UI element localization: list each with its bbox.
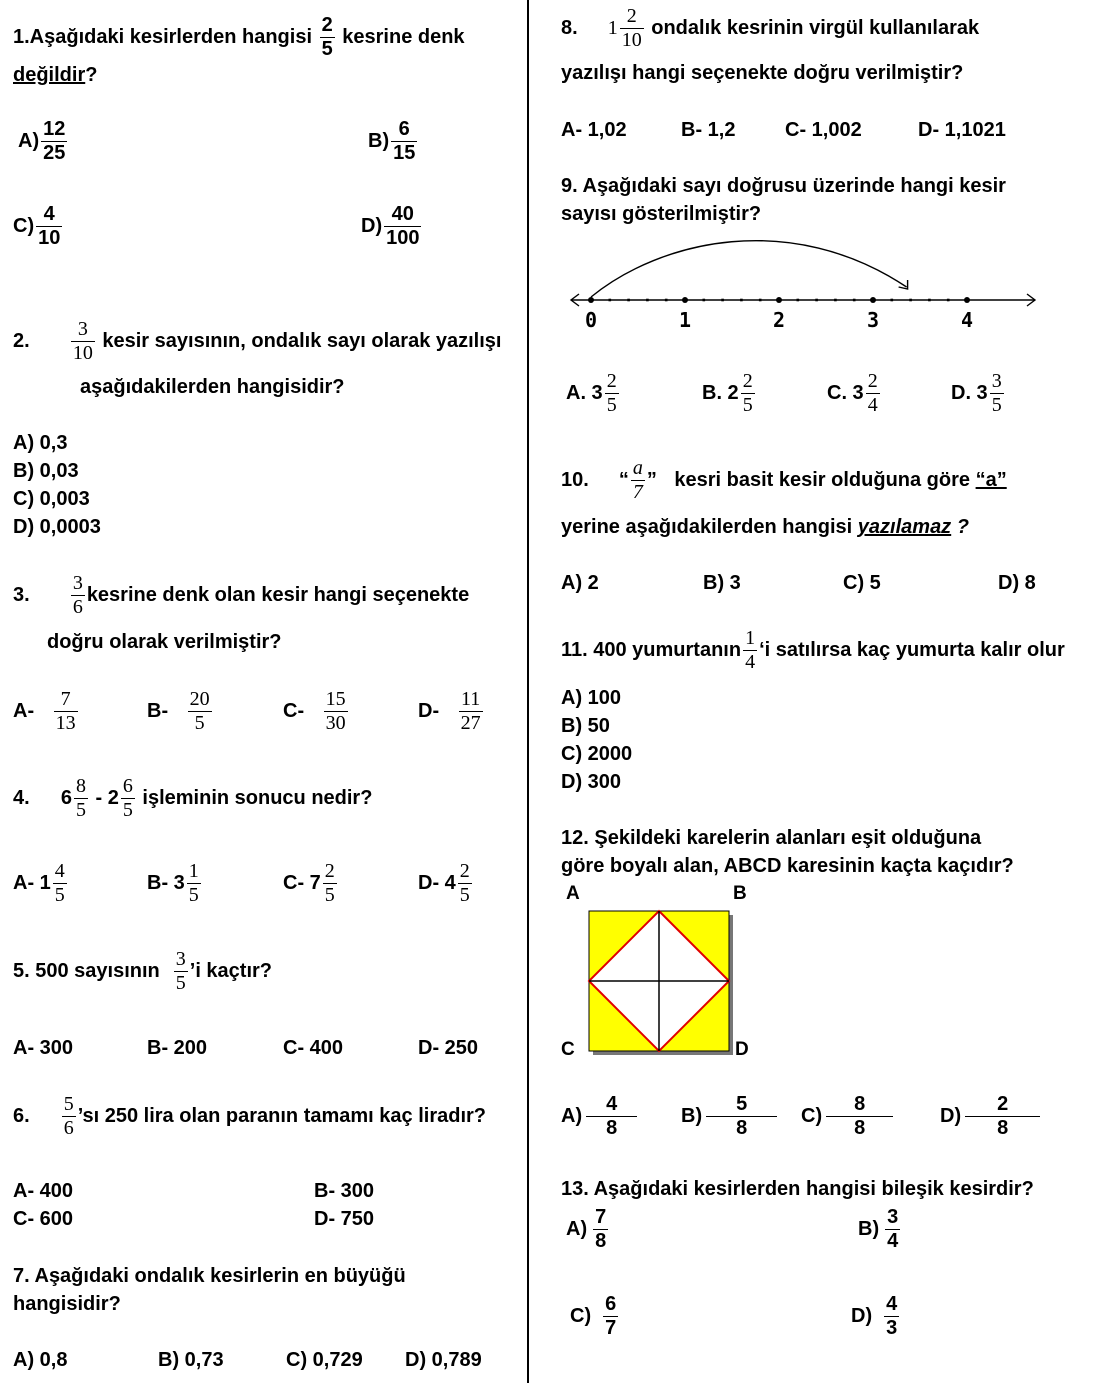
q4-option-b[interactable]: B- 3 $\frac{1}{5}$ (147, 860, 199, 906)
q9-option-c[interactable]: C. 3 $\frac{2}{4}$ (827, 370, 878, 416)
q12-stem-line2: göre boyalı alan, ABCD karesinin kaçta kaçıdır? (561, 855, 1014, 877)
q11-stem: 11. 400 yumurtanın $\frac{1}{4}$ ‘i satılırsa kaç yumurta kalır olur (561, 627, 1065, 673)
column-divider (527, 0, 529, 1383)
q9-option-d[interactable]: D. 3 $\frac{3}{5}$ (951, 370, 1002, 416)
q2-option-c[interactable]: C) 0,003 (13, 488, 90, 510)
q5-option-d[interactable]: D- 250 (418, 1037, 479, 1059)
q7-option-a[interactable]: A) 0,8 (13, 1349, 68, 1371)
minor-tick (891, 299, 894, 302)
q4-option-d[interactable]: D- 4 $\frac{2}{5}$ (418, 860, 470, 906)
q6-option-b[interactable]: B- 300 (314, 1180, 375, 1202)
q3-stem-line2: doğru olarak verilmiştir? (47, 631, 282, 653)
q12-option-c[interactable]: C) $\frac{8}{8}$ (801, 1093, 895, 1140)
q3-option-b[interactable]: B- $\frac{20}{5}$ (147, 688, 210, 734)
q10-option-b[interactable]: B) 3 (703, 572, 741, 594)
q1-option-a[interactable]: A) $\frac{12}{25}$ (18, 118, 66, 164)
q10-stem-line2: yerine aşağıdakilerden hangisi yazılamaz ? (561, 516, 969, 538)
q6-option-a[interactable]: A- 400 (13, 1180, 74, 1202)
number-line (565, 230, 1045, 340)
minor-tick (721, 299, 724, 302)
q9-stem: 9. Aşağıdaki sayı doğrusu üzerinde hangi kesir (561, 175, 1006, 197)
q3-option-d[interactable]: D- $\frac{11}{27}$ (418, 688, 481, 734)
q3-option-a[interactable]: A- $\frac{7}{13}$ (13, 688, 76, 734)
q13-option-c[interactable]: C) $\frac{6}{7}$ (570, 1293, 617, 1339)
q1-option-c[interactable]: C) $\frac{4}{10}$ (13, 203, 61, 249)
minor-tick (703, 299, 706, 302)
q9-stem-line2: sayısı gösterilmiştir? (561, 203, 762, 225)
q8-option-d[interactable]: D- 1,1021 (918, 119, 1006, 141)
q8-option-c[interactable]: C- 1,002 (785, 119, 862, 141)
tick-3 (870, 297, 876, 303)
q1-fraction: $\frac{2}{5}$ (321, 14, 333, 60)
q2-option-d[interactable]: D) 0,0003 (13, 516, 101, 538)
minor-tick (627, 299, 630, 302)
q10-option-a[interactable]: A) 2 (561, 572, 599, 594)
q11-option-c[interactable]: C) 2000 (561, 743, 633, 765)
tick-label-1: 1 (678, 308, 692, 332)
q11-option-a[interactable]: A) 100 (561, 687, 622, 709)
q1-stem-line2: değildir? (13, 64, 98, 86)
q2-option-b[interactable]: B) 0,03 (13, 460, 79, 482)
minor-tick (853, 299, 856, 302)
q13-option-d[interactable]: D) $\frac{4}{3}$ (851, 1293, 898, 1339)
q8-option-b[interactable]: B- 1,2 (681, 119, 736, 141)
q8-option-a[interactable]: A- 1,02 (561, 119, 627, 141)
tick-4 (964, 297, 970, 303)
q7-stem: 7. Aşağıdaki ondalık kesirlerin en büyüğü (13, 1265, 406, 1287)
q1-stem (13, 14, 465, 61)
q1-text-suffix: kesrine denk (342, 25, 465, 48)
tick-label-4: 4 (960, 308, 974, 332)
q6-stem: 6. $\frac{5}{6}$ ’sı 250 lira olan paranın tamamı kaç liradır? (13, 1093, 487, 1139)
q12-stem: 12. Şekildeki karelerin alanları eşit olduğuna (561, 827, 982, 849)
jump-arc (591, 241, 907, 297)
minor-tick (815, 299, 818, 302)
q2-option-a[interactable]: A) 0,3 (13, 432, 68, 454)
major-ticks (585, 297, 973, 332)
corner-label-a: A (566, 883, 580, 904)
q13-stem: 13. Aşağıdaki kesirlerden hangisi bileşik kesirdir? (561, 1178, 1034, 1200)
q6-option-c[interactable]: C- 600 (13, 1208, 74, 1230)
minor-tick (909, 299, 912, 302)
q9-option-a[interactable]: A. 3 $\frac{2}{5}$ (566, 370, 617, 416)
minor-tick (797, 299, 800, 302)
tick-label-2: 2 (772, 308, 786, 332)
q3-option-c[interactable]: C- $\frac{15}{30}$ (283, 688, 346, 734)
tick-1 (682, 297, 688, 303)
tick-2 (776, 297, 782, 303)
q2-stem: 2. $\frac{3}{10}$ kesir sayısının, ondalık sayı olarak yazılışı (13, 318, 502, 364)
q12-option-d[interactable]: D) $\frac{2}{8}$ (940, 1093, 1042, 1140)
corner-label-c: C (561, 1039, 575, 1060)
q5-option-c[interactable]: C- 400 (283, 1037, 344, 1059)
q7-option-c[interactable]: C) 0,729 (286, 1349, 363, 1371)
q10-option-d[interactable]: D) 8 (998, 572, 1036, 594)
corner-label-b: B (733, 883, 747, 904)
q9-option-b[interactable]: B. 2 $\frac{2}{5}$ (702, 370, 753, 416)
q4-stem: 4. 6 $\frac{8}{5}$ - 2 $\frac{6}{5}$ işleminin sonucu nedir? (13, 775, 373, 821)
minor-tick (759, 299, 762, 302)
minor-tick (834, 299, 837, 302)
q6-option-d[interactable]: D- 750 (314, 1208, 375, 1230)
q8-stem: 8. 1 $\frac{2}{10}$ ondalık kesrinin virgül kullanılarak (561, 5, 980, 51)
q13-option-b[interactable]: B) $\frac{3}{4}$ (858, 1206, 899, 1252)
q5-stem: 5. 500 sayısının $\frac{3}{5}$ ’i kaçtır? (13, 948, 273, 994)
q5-option-b[interactable]: B- 200 (147, 1037, 208, 1059)
minor-tick (646, 299, 649, 302)
minor-tick (665, 299, 668, 302)
minor-tick (740, 299, 743, 302)
q5-option-a[interactable]: A- 300 (13, 1037, 74, 1059)
q11-option-d[interactable]: D) 300 (561, 771, 622, 793)
q2-fraction: $\frac{3}{10}$ (72, 318, 93, 364)
minor-tick (928, 299, 931, 302)
q3-fraction: $\frac{3}{6}$ (72, 572, 83, 618)
tick-label-3: 3 (866, 308, 880, 332)
q1-option-d[interactable]: D) $\frac{40}{100}$ (361, 203, 420, 249)
q11-option-b[interactable]: B) 50 (561, 715, 610, 737)
q8-stem-line2: yazılışı hangi seçenekte doğru verilmiştir? (561, 62, 964, 84)
minor-tick (609, 299, 612, 302)
q10-stem: 10. “ $\frac{a}{7}$ ” kesri basit kesir olduğuna göre “a” (561, 457, 1007, 503)
q2-stem-line2: aşağıdakilerden hangisidir? (80, 376, 345, 398)
q13-option-a[interactable]: A) $\frac{7}{8}$ (566, 1206, 607, 1252)
q7-stem-line2: hangisidir? (13, 1293, 121, 1315)
q1-option-b[interactable]: B) $\frac{6}{15}$ (368, 118, 416, 164)
square-figure (583, 905, 738, 1060)
q7-option-b[interactable]: B) 0,73 (158, 1349, 224, 1371)
q10-option-c[interactable]: C) 5 (843, 572, 881, 594)
q4-option-a[interactable]: A- 1 $\frac{4}{5}$ (13, 860, 65, 906)
q12-option-b[interactable]: B) $\frac{5}{8}$ (681, 1093, 779, 1140)
q12-option-a[interactable]: A) $\frac{4}{8}$ (561, 1093, 639, 1140)
q1-text: 1.Aşağıdaki kesirlerden hangisi (13, 25, 313, 48)
tick-0 (588, 297, 594, 303)
minor-tick (947, 299, 950, 302)
tick-label-0: 0 (584, 308, 598, 332)
q3-stem: 3. $\frac{3}{6}$ kesrine denk olan kesir hangi seçenekte (13, 572, 470, 618)
corner-label-d: D (735, 1039, 749, 1060)
q7-option-d[interactable]: D) 0,789 (405, 1349, 482, 1371)
q4-option-c[interactable]: C- 7 $\frac{2}{5}$ (283, 860, 335, 906)
